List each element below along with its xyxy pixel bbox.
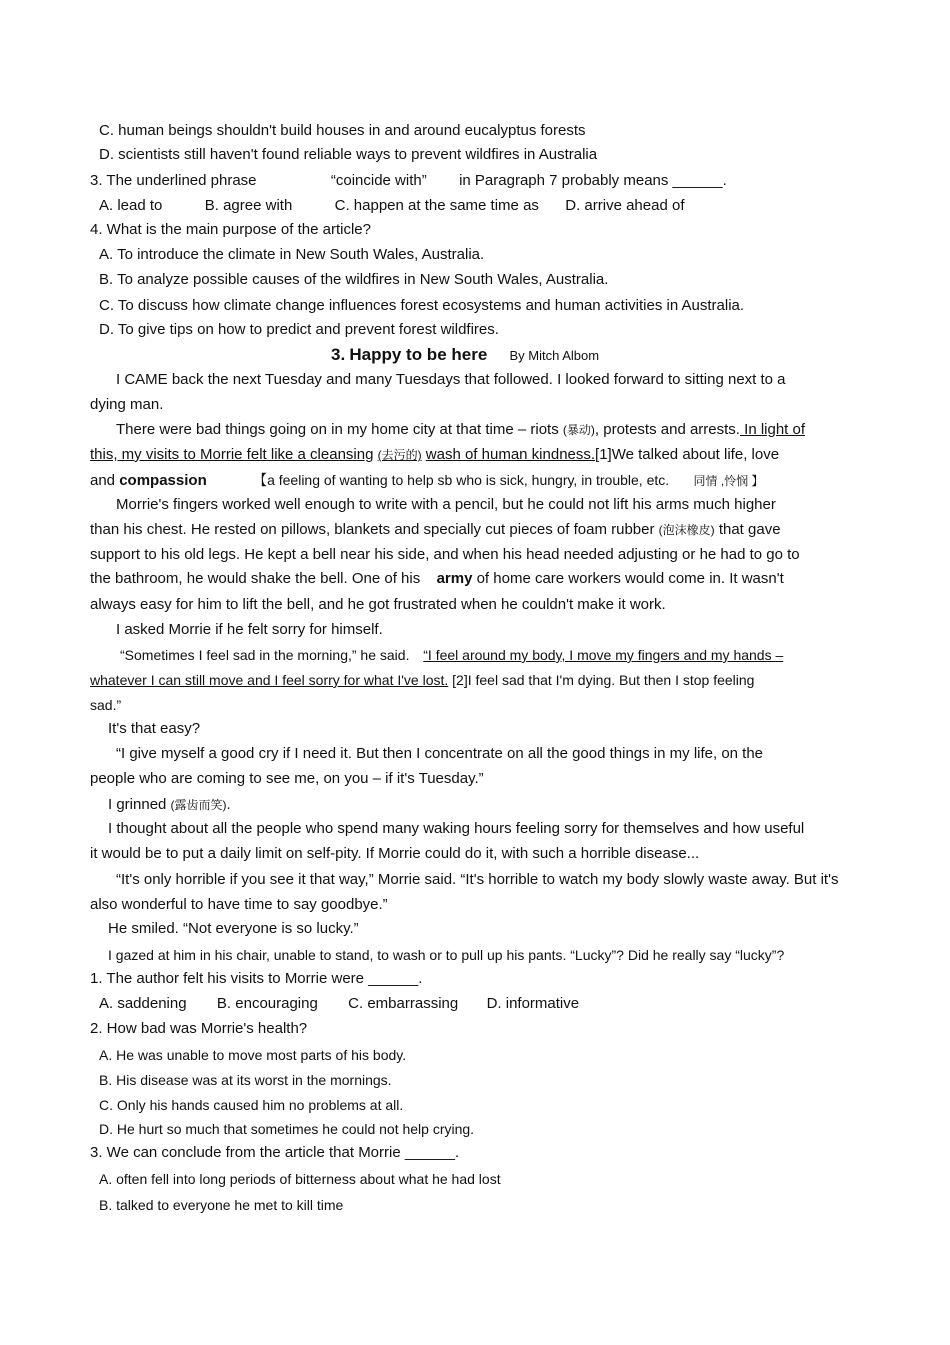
article-number: 3. <box>331 345 346 364</box>
paragraph-3-line-3: support to his old legs. He kept a bell near his side, and when his head needed adjusting or he had to go to <box>90 546 800 563</box>
paragraph-11: He smiled. “Not everyone is so lucky.” <box>108 920 359 937</box>
prev-q2-option-c: C. human beings shouldn't build houses in and around eucalyptus forests <box>99 122 586 139</box>
question-2-option-a: A. He was unable to move most parts of his body. <box>99 1047 407 1063</box>
prev-q4-stem: 4. What is the main purpose of the article? <box>90 221 371 238</box>
question-2-option-d: D. He hurt so much that sometimes he could not help crying. <box>99 1121 475 1137</box>
question-1-option-a: A. saddening <box>99 995 187 1012</box>
paragraph-1-line-1: I CAME back the next Tuesday and many Tuesdays that followed. I looked forward to sitting next to a <box>116 371 786 388</box>
prev-q3-options <box>99 197 684 215</box>
article-title: Happy to be here <box>349 345 488 364</box>
compassion-chinese: 同情 ,怜悯 】 <box>693 474 764 488</box>
paragraph-1-line-2: dying man. <box>90 396 164 413</box>
paragraph-5-line-1 <box>120 646 783 664</box>
compassion-definition: 【a feeling of wanting to help sb who is sick, hungry, in trouble, etc. <box>253 472 670 488</box>
paragraph-5-line-3: sad.” <box>90 697 122 713</box>
question-1-stem: 1. The author felt his visits to Morrie were ______. <box>90 970 423 987</box>
prev-q4-option-b: B. To analyze possible causes of the wildfires in New South Wales, Australia. <box>99 271 609 288</box>
p8-gloss-grinned: (露齿而笑) <box>170 798 227 812</box>
paragraph-7-line-1: “I give myself a good cry if I need it. But then I concentrate on all the good things in my life, on the <box>116 745 764 762</box>
question-2-option-b: B. His disease was at its worst in the mornings. <box>99 1072 392 1088</box>
p2-gloss-cleansing: (去污的) <box>377 448 422 462</box>
prev-q4-option-a: A. To introduce the climate in New South Wales, Australia. <box>99 246 485 263</box>
p2-underlined-b: this, my visits to Morrie felt like a cleansing <box>90 446 374 463</box>
prev-q3-stem-c: in Paragraph 7 probably means ______. <box>459 172 727 189</box>
paragraph-12: I gazed at him in his chair, unable to stand, to wash or to pull up his pants. “Lucky”? Did he really say “lucky”? <box>108 947 785 963</box>
p3-text-d: of home care workers would come in. It wasn't <box>476 570 784 587</box>
paragraph-3-line-1: Morrie's fingers worked well enough to write with a pencil, but he could not lift his arms much higher <box>116 496 776 513</box>
paragraph-5-line-2 <box>90 671 754 689</box>
p5-underlined-a: “I feel around my body, I move my fingers and my hands – <box>423 647 784 663</box>
question-2-option-c: C. Only his hands caused him no problems at all. <box>99 1097 404 1113</box>
question-3-stem: 3. We can conclude from the article that Morrie ______. <box>90 1144 460 1161</box>
p2-text-and: and <box>90 472 116 489</box>
p2-text-c: [1]We talked about life, love <box>595 446 780 463</box>
prev-q4-option-c: C. To discuss how climate change influences forest ecosystems and human activities in Australia. <box>99 297 745 314</box>
prev-q3-stem <box>90 172 727 190</box>
paragraph-3-line-5: always easy for him to lift the bell, and he got frustrated when he couldn't make it work. <box>90 596 666 613</box>
question-3-option-b: B. talked to everyone he met to kill time <box>99 1197 344 1213</box>
prev-q3-option-b: B. agree with <box>204 197 293 214</box>
question-1-option-b: B. encouraging <box>216 995 318 1012</box>
paragraph-10-line-1: “It's only horrible if you see it that way,” Morrie said. “It's horrible to watch my body slowly waste away. But it's <box>116 871 839 888</box>
p2-text-b: , protests and arrests. <box>594 421 740 438</box>
prev-q3-option-d: D. arrive ahead of <box>565 197 685 214</box>
question-1-options <box>99 995 579 1013</box>
p8-text-b: . <box>226 796 231 813</box>
prev-q4-option-d: D. To give tips on how to predict and prevent forest wildfires. <box>99 321 499 338</box>
paragraph-3-line-2 <box>90 521 781 539</box>
p5-quote-b: [2]I feel sad that I'm dying. But then I stop feeling <box>452 672 755 688</box>
question-1-option-d: D. informative <box>486 995 580 1012</box>
question-3-option-a: A. often fell into long periods of bitterness about what he had lost <box>99 1171 501 1187</box>
paragraph-2-line-3 <box>90 471 764 490</box>
p3-gloss-foam: (泡沫橡皮) <box>658 523 715 537</box>
paragraph-8 <box>108 796 231 814</box>
paragraph-6: It's that easy? <box>108 720 201 737</box>
p2-underlined-c: wash of human kindness. <box>425 446 596 463</box>
paragraph-7-line-2: people who are coming to see me, on you – if it's Tuesday.” <box>90 770 484 787</box>
article-byline: By Mitch Albom <box>509 348 600 363</box>
p3-text-b: that gave <box>718 521 781 538</box>
prev-q3-phrase: “coincide with” <box>330 172 427 189</box>
prev-q3-option-a: A. lead to <box>99 197 163 214</box>
p2-text-a: There were bad things going on in my home city at that time – riots <box>116 421 559 438</box>
paragraph-2-line-2 <box>90 446 779 464</box>
question-1-option-c: C. embarrassing <box>348 995 459 1012</box>
prev-q3-option-c: C. happen at the same time as <box>334 197 539 214</box>
article-heading <box>331 346 599 365</box>
p2-gloss-riots: (暴动) <box>562 423 595 437</box>
paragraph-9-line-1: I thought about all the people who spend many waking hours feeling sorry for themselves and how useful <box>108 820 805 837</box>
p2-underlined-a: In light of <box>739 421 806 438</box>
p3-text-a: than his chest. He rested on pillows, blankets and specially cut pieces of foam rubber <box>90 521 655 538</box>
paragraph-9-line-2: it would be to put a daily limit on self-pity. If Morrie could do it, with such a horrible disease... <box>90 845 700 862</box>
p5-underlined-b: whatever I can still move and I feel sorry for what I've lost. <box>90 672 449 688</box>
paragraph-4: I asked Morrie if he felt sorry for himself. <box>116 621 383 638</box>
question-2-stem: 2. How bad was Morrie's health? <box>90 1020 308 1037</box>
p8-text-a: I grinned <box>108 796 167 813</box>
paragraph-10-line-2: also wonderful to have time to say goodbye.” <box>90 896 388 913</box>
prev-q3-stem-a: 3. The underlined phrase <box>90 172 257 189</box>
paragraph-2-line-1 <box>116 421 805 439</box>
vocab-army: army <box>436 570 473 587</box>
vocab-compassion: compassion <box>119 472 207 489</box>
p5-quote-a: “Sometimes I feel sad in the morning,” he said. <box>120 647 410 663</box>
prev-q2-option-d: D. scientists still haven't found reliable ways to prevent wildfires in Australia <box>99 146 598 163</box>
p3-text-c: the bathroom, he would shake the bell. One of his <box>90 570 421 587</box>
paragraph-3-line-4 <box>90 570 784 588</box>
